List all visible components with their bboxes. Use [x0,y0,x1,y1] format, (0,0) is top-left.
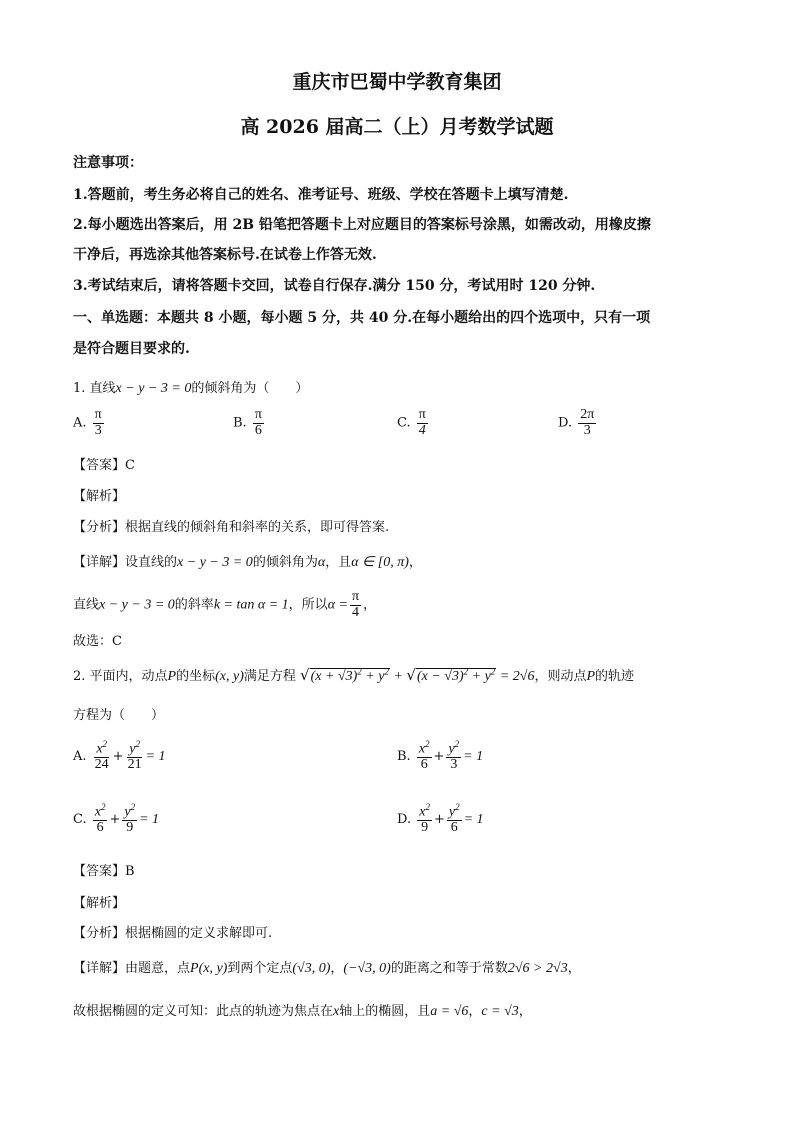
exam-title: 高 2026 届高二（上）月考数学试题 [240,116,554,138]
option-fraction-x: $\frac{x^2}{6}$ [418,739,430,773]
frac-num: π [94,407,102,422]
frac-den: 9 [421,820,429,836]
constant-inequality: 2√6 > 2√3 [507,961,568,976]
question-2-stem-cont: 方程为（ ） [73,708,165,723]
option-label: B. [397,749,411,765]
frac-den: 4 [352,604,360,620]
detail-text: 的倾斜角为 [252,555,318,570]
frac-den: 3 [94,422,102,438]
detail-tag: 【详解】 [73,555,126,570]
q2-answer [73,860,135,879]
frac-den: 6 [254,422,262,438]
option-label: C. [397,415,411,431]
q2-fenxi [73,922,272,941]
notice-item-2-cont: 干净后，再选涂其他答案标号.在试卷上作答无效. [73,247,377,263]
q1-choose: 故选：C [73,634,122,649]
q2-text: 的坐标 [176,669,216,684]
q1-detail [73,551,422,571]
detail-text: ，且 [325,555,352,570]
option-fraction-y: $\frac{y^2}{21}$ [127,739,142,773]
frac-num: π [418,407,426,422]
frac-den: 6 [450,820,458,836]
q2-text: 满足方程 [243,669,296,684]
q2-equation: $√(x + √3)^2 + y^2 + √(x - √3)^2 + y^2 = 2√6$ [300,666,535,684]
coord-symbol: (x, y) [215,669,244,684]
notice-heading: 注意事项： [73,155,143,171]
fenxi-tag: 【分析】 [73,520,126,535]
option-fraction [578,408,596,438]
q2-option-a: A. $\frac{x^2}{24}$ + $\frac{y^2}{21}$ = 1 [73,739,166,773]
option-fraction [253,408,264,438]
q1-fenxi [73,516,389,535]
notice-item-1: 1.答题前，考生务必将自己的姓名、准考证号、班级、学校在答题卡上填写清楚. [73,187,569,203]
option-label: A. [73,749,87,765]
q2-analysis-tag: 【解析】 [73,896,126,911]
detail-text: 的斜率 [174,597,214,613]
frac-num: π [254,407,262,422]
detail-text: 的距离之和等于常数 [390,961,508,976]
detail-text: ，所以 [288,597,328,613]
fenxi-text: 根据椭圆的定义求解即可. [125,926,273,941]
alpha-range: α ∈ [0, π) [351,555,409,570]
q1-option-c [397,408,430,438]
focus-1: (√3, 0) [292,961,331,976]
q2-conclusion [73,1000,532,1020]
slope-expression: k = tan α = 1 [213,597,289,613]
frac-den: 3 [450,757,458,773]
option-fraction-y: $\frac{y^2}{9}$ [124,802,136,836]
section-heading: 一、单选题：本题共 8 小题，每小题 5 分，共 40 分.在每小题给出的四个选项中，只有一项 [73,310,651,326]
option-label: C. [73,812,87,828]
focal-value: c = √3 [481,1004,519,1019]
q1-answer [73,454,135,473]
detail-text: 轴上的椭圆，且 [339,1004,431,1019]
q1-equation: x − y − 3 = 0 [115,381,192,396]
line-equation: x − y − 3 = 0 [99,597,175,613]
q1-suffix: 的倾斜角为（ ） [191,381,309,396]
option-fraction-x: $\frac{x^2}{6}$ [94,802,106,836]
point-symbol: P [586,669,596,684]
detail-text: ， [468,1004,482,1019]
q2-option-d: D. $\frac{x^2}{9}$ + $\frac{y^2}{6}$ = 1 [397,802,484,836]
detail-text: ， [567,961,581,976]
frac-den: 4 [418,422,426,438]
frac-den: 9 [126,820,134,836]
option-fraction-x: $\frac{x^2}{9}$ [419,802,430,836]
q2-option-b: B. $\frac{x^2}{6}$ + $\frac{y^2}{3}$ = 1 [397,739,484,773]
detail-text: ， [518,1004,532,1019]
detail-text: 到两个定点 [227,961,293,976]
section-heading-cont: 是符合题目要求的. [73,341,190,357]
q1-option-d [558,408,598,438]
q2-text: 的轨迹 [595,669,635,684]
detail-text: 故根据椭圆的定义可知：此点的轨迹为焦点在 [73,1004,334,1019]
option-fraction-y: $\frac{y^2}{3}$ [448,739,460,773]
semi-major-value: a = √6 [430,1004,469,1019]
notice-item-2: 2.每小题选出答案后，用 2B 铅笔把答题卡上对应题目的答案标号涂黑，如需改动，用橡皮擦 [73,217,651,233]
fenxi-tag: 【分析】 [73,926,126,941]
option-label: A. [73,415,87,431]
answer-value: C [125,458,135,473]
frac-den: 6 [96,820,104,836]
equation-rhs: = 2√6 [499,669,535,684]
q1-slope-line [73,590,376,620]
q2-detail [73,957,581,977]
frac-den: 3 [583,422,591,438]
alpha-fraction [350,590,361,620]
exam-institution-title: 重庆市巴蜀中学教育集团 [292,71,502,93]
frac-den: 24 [94,757,109,773]
option-label: D. [558,415,573,431]
q2-text: ，则动点 [534,669,587,684]
point-expression: P(x, y) [190,961,228,976]
detail-text: ， [363,597,377,613]
frac-den: 21 [127,757,142,773]
option-fraction [417,408,428,438]
fenxi-text: 根据直线的倾斜角和斜率的关系，即可得答案. [125,520,390,535]
option-fraction-y: $\frac{y^2}{6}$ [448,802,460,836]
focus-2: (−√3, 0) [343,961,391,976]
answer-value: B [125,864,135,879]
answer-tag: 【答案】 [73,864,126,879]
frac-den: 6 [420,757,428,773]
q1-option-a [73,408,106,438]
question-1-stem [73,377,308,397]
detail-text: 由题意，点 [125,961,191,976]
point-symbol: P [167,669,177,684]
detail-text: ， [330,961,344,976]
detail-text: 直线 [73,597,100,613]
q1-option-b [233,408,266,438]
alpha-symbol: α [317,555,326,570]
axis-symbol: x [333,1004,340,1019]
detail-text: ， [408,555,422,570]
option-label: D. [397,812,412,828]
q2-prefix: 2. 平面内，动点 [73,669,168,684]
detail-text: 设直线的 [125,555,178,570]
answer-tag: 【答案】 [73,458,126,473]
alpha-equals: α = [327,597,348,613]
question-2-stem [73,665,634,685]
detail-equation: x − y − 3 = 0 [177,555,253,570]
q1-prefix: 1. 直线 [73,381,116,396]
notice-item-3: 3.考试结束后，请将答题卡交回，试卷自行保存.满分 150 分，考试用时 120 分钟. [73,278,596,294]
q1-analysis-tag: 【解析】 [73,489,126,504]
frac-num: 2π [580,407,595,422]
q2-option-c: C. $\frac{x^2}{6}$ + $\frac{y^2}{9}$ = 1 [73,802,160,836]
frac-num: π [351,589,360,604]
option-fraction [93,408,104,438]
option-fraction-x: $\frac{x^2}{24}$ [94,739,109,773]
detail-tag: 【详解】 [73,961,126,976]
option-label: B. [233,415,247,431]
